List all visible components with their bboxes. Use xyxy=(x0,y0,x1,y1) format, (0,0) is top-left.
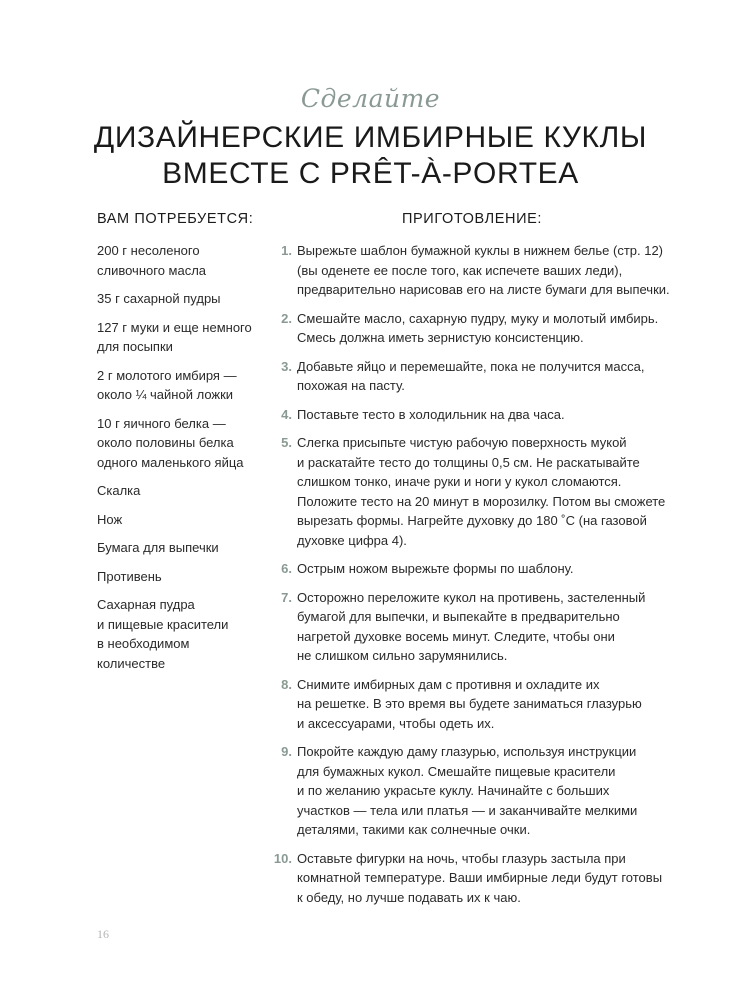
step-number: 1. xyxy=(281,243,292,258)
ingredient-item xyxy=(97,481,277,501)
step-item xyxy=(270,357,690,396)
step-line: Смесь должна иметь зернистую консистенцию. xyxy=(297,330,584,345)
ingredient-item xyxy=(97,289,277,309)
ingredient-line: и пищевые красители xyxy=(97,616,229,632)
step-item xyxy=(270,588,690,666)
ingredient-line: Противень xyxy=(97,568,162,584)
step-line: Поставьте тесто в холодильник на два часа. xyxy=(297,406,565,422)
step-item xyxy=(270,559,690,579)
step-item xyxy=(270,742,690,840)
ingredient-line: Бумага для выпечки xyxy=(97,540,219,555)
step-line: не слишком сильно зарумянились. xyxy=(297,648,508,663)
step-line: и по желанию украсьте куклу. Начинайте с больших xyxy=(297,783,610,798)
ingredient-line: 2 г молотого имбиря — xyxy=(97,367,237,383)
step-item xyxy=(270,675,690,734)
step-line: похожая на пасту. xyxy=(297,378,405,393)
ingredient-item xyxy=(97,595,277,673)
ingredient-line: около ¼ чайной ложки xyxy=(97,387,234,402)
step-line: духовке цифра 4). xyxy=(297,532,407,548)
step-number: 10. xyxy=(273,850,292,866)
step-line: Слегка присыпьте чистую рабочую поверхность мукой xyxy=(297,435,627,450)
ingredient-item xyxy=(97,366,277,405)
step-line: комнатной температуре. Ваши имбирные леди будут готовы xyxy=(297,870,663,885)
ingredients-list xyxy=(97,241,277,682)
page-number: 16 xyxy=(97,927,109,941)
ingredient-line: около половины белка xyxy=(97,435,234,450)
ingredient-line: сливочного масла xyxy=(97,262,207,278)
step-line: участков — тела или платья — и заканчивайте мелкими xyxy=(297,802,638,818)
step-line: Снимите имбирных дам с противня и охладите их xyxy=(297,676,600,692)
ingredient-item xyxy=(97,567,277,587)
step-line: на решетке. В это время вы будете заниматься глазурью xyxy=(297,696,642,711)
step-number: 9. xyxy=(281,744,292,759)
ingredient-line: Скалка xyxy=(97,483,141,498)
step-line: и аксессуарами, чтобы одеть их. xyxy=(297,715,495,731)
step-line: Добавьте яйцо и перемешайте, пока не получится масса, xyxy=(297,358,645,374)
step-number: 7. xyxy=(281,589,292,605)
ingredient-item xyxy=(97,241,277,280)
step-line: нагретой духовке восемь минут. Следите, чтобы они xyxy=(297,628,615,644)
ingredient-line: 127 г муки и еще немного xyxy=(97,319,252,335)
step-number: 6. xyxy=(281,561,292,576)
page-title-line-2: ВМЕСТЕ С PRÊT-À-PORTEA xyxy=(162,157,579,190)
step-line: Вырежьте шаблон бумажной куклы в нижнем белье (стр. 12) xyxy=(297,243,664,258)
steps-list xyxy=(270,241,690,916)
step-line: для бумажных кукол. Смешайте пищевые красители xyxy=(297,763,616,779)
ingredient-line: 200 г несоленого xyxy=(97,243,200,258)
ingredient-line: для посыпки xyxy=(97,339,173,354)
script-heading: Сделайте xyxy=(300,84,441,113)
step-line: слишком тонко, иначе руки и ноги у кукол сломаются. xyxy=(297,474,622,489)
step-item xyxy=(270,241,690,300)
step-item xyxy=(270,849,690,908)
step-line: Оставьте фигурки на ночь, чтобы глазурь застыла при xyxy=(297,850,626,866)
ingredient-item xyxy=(97,414,277,473)
page-title xyxy=(0,120,741,192)
step-line: деталями, такими как солнечные очки. xyxy=(297,822,531,837)
ingredient-line: Нож xyxy=(97,511,123,527)
step-line: бумагой для выпечки, и выпекайте в предварительно xyxy=(297,609,620,624)
step-number: 4. xyxy=(281,406,292,422)
ingredient-line: одного маленького яйца xyxy=(97,454,244,470)
step-line: предварительно нарисовав его на листе бумаги для выпечки. xyxy=(297,282,670,297)
steps-heading: ПРИГОТОВЛЕНИЕ: xyxy=(402,211,543,227)
ingredient-line: 10 г яичного белка — xyxy=(97,415,226,431)
step-line: (вы оденете ее после того, как испечете ваших леди), xyxy=(297,262,623,278)
step-line: Покройте каждую даму глазурью, используя инструкции xyxy=(297,744,637,759)
step-line: Острым ножом вырежьте формы по шаблону. xyxy=(297,561,574,576)
step-line: Положите тесто на 20 минут в морозилку. Потом вы сможете xyxy=(297,493,666,509)
step-line: Осторожно переложите кукол на противень, застеленный xyxy=(297,589,646,605)
step-number: 8. xyxy=(281,676,292,692)
step-item xyxy=(270,433,690,550)
ingredients-heading: ВАМ ПОТРЕБУЕТСЯ: xyxy=(97,211,254,227)
step-line: Смешайте масло, сахарную пудру, муку и молотый имбирь. xyxy=(297,310,659,326)
page-title-line-1: ДИЗАЙНЕРСКИЕ ИМБИРНЫЕ КУКЛЫ xyxy=(93,121,648,154)
ingredient-item xyxy=(97,318,277,357)
step-number: 3. xyxy=(281,358,292,374)
step-number: 5. xyxy=(281,435,292,450)
ingredient-line: 35 г сахарной пудры xyxy=(97,291,221,306)
ingredient-line: в необходимом xyxy=(97,636,190,651)
step-line: и раскатайте тесто до толщины 0,5 см. Не раскатывайте xyxy=(297,454,640,470)
step-item xyxy=(270,309,690,348)
step-line: к обеду, но лучше подавать их к чаю. xyxy=(297,889,521,905)
step-number: 2. xyxy=(281,310,292,326)
step-item xyxy=(270,405,690,425)
ingredient-item xyxy=(97,510,277,530)
ingredient-item xyxy=(97,538,277,558)
step-line: вырезать формы. Нагрейте духовку до 180 ˚С (на газовой xyxy=(297,513,647,528)
ingredient-line: Сахарная пудра xyxy=(97,597,195,612)
ingredient-line: количестве xyxy=(97,655,166,671)
